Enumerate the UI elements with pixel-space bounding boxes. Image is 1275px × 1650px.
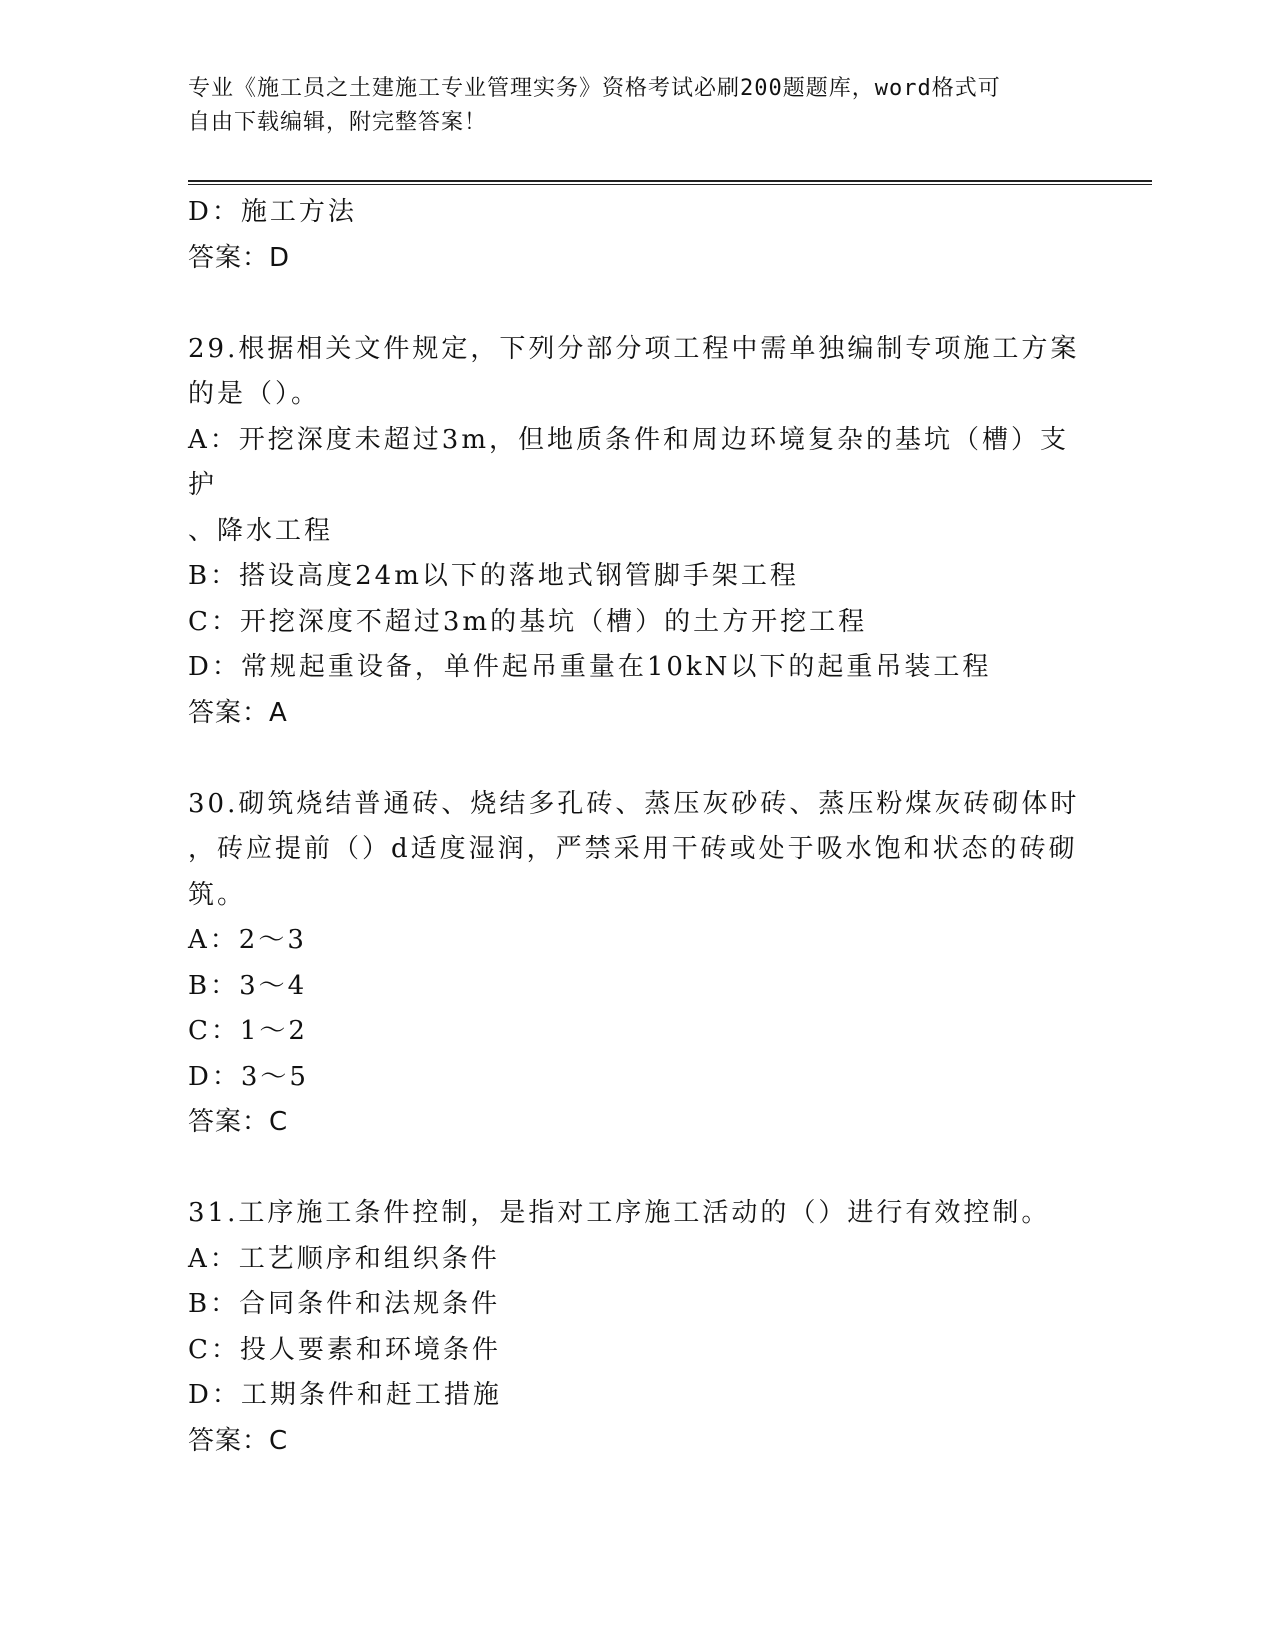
answer: 答案：C (188, 1425, 289, 1456)
question-stem-line: ，砖应提前（）d适度湿润，严禁采用干砖或处于吸水饱和状态的砖砌 (188, 834, 1078, 864)
question-block (188, 327, 1088, 737)
prev-option-d: D：施工方法 (188, 197, 357, 227)
header-line-1: 专业《施工员之土建施工专业管理实务》资格考试必刷200题题库，word格式可 (188, 76, 1001, 101)
prev-answer: 答案：D (188, 242, 291, 273)
header-line-2: 自由下载编辑，附完整答案！ (188, 110, 488, 135)
document-header (188, 72, 1068, 140)
question-block (188, 1191, 1088, 1464)
spacer (188, 281, 1088, 327)
option-a: A：2～3 (188, 925, 307, 955)
question-stem-line: 30.砌筑烧结普通砖、烧结多孔砖、蒸压灰砂砖、蒸压粉煤灰砖砌体时 (188, 788, 1080, 819)
spacer (188, 1146, 1088, 1192)
option-c: C：开挖深度不超过3m的基坑（槽）的土方开挖工程 (188, 606, 868, 637)
option-b: B：搭设高度24m以下的落地式钢管脚手架工程 (188, 561, 799, 591)
question-stem-line: 的是（）。 (188, 379, 321, 409)
question-block (188, 782, 1088, 1146)
question-stem-line: 筑。 (188, 879, 247, 910)
option-a-line: A：开挖深度未超过3m，但地质条件和周边环境复杂的基坑（槽）支护 (188, 424, 1069, 500)
answer: 答案：A (188, 697, 288, 728)
answer: 答案：C (188, 1107, 289, 1137)
header-divider (188, 180, 1152, 185)
option-d: D：3～5 (188, 1061, 309, 1092)
spacer (188, 736, 1088, 782)
option-d: D：工期条件和赶工措施 (188, 1380, 502, 1410)
option-a-line-cont: 、降水工程 (188, 515, 334, 546)
option-a: A：工艺顺序和组织条件 (188, 1243, 500, 1274)
option-b: B：3～4 (188, 970, 308, 1001)
option-c: C：1～2 (188, 1016, 308, 1046)
question-stem-line: 31.工序施工条件控制，是指对工序施工活动的（）进行有效控制。 (188, 1198, 1051, 1228)
question-content (188, 190, 1088, 1464)
option-b: B：合同条件和法规条件 (188, 1289, 501, 1319)
option-d: D：常规起重设备，单件起吊重量在10kN以下的起重吊装工程 (188, 652, 992, 682)
question-stem-line: 29.根据相关文件规定，下列分部分项工程中需单独编制专项施工方案 (188, 333, 1080, 364)
option-c: C：投人要素和环境条件 (188, 1334, 501, 1365)
